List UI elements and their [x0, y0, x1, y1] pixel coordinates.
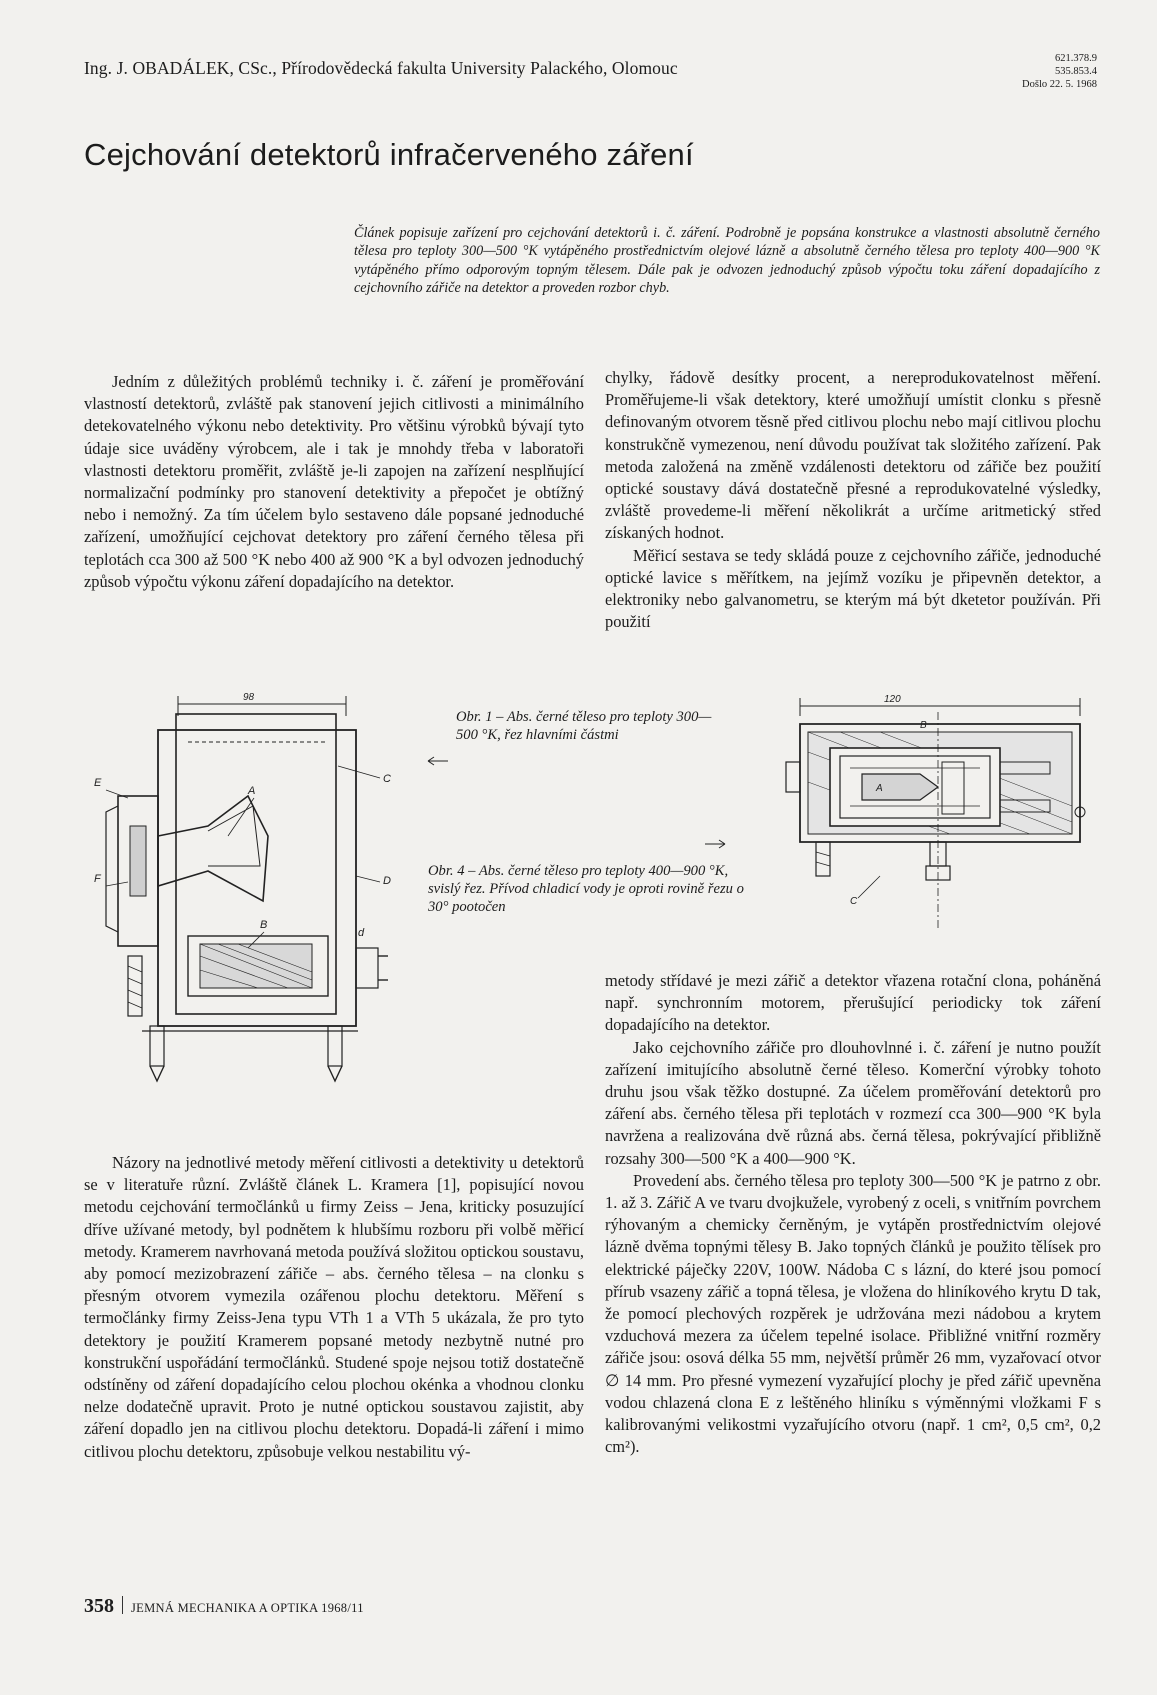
journal-name: JEMNÁ MECHANIKA A OPTIKA 1968/11	[131, 1601, 364, 1615]
label-b: B	[260, 919, 268, 931]
label-a: A	[876, 783, 883, 794]
abstract: Článek popisuje zařízení pro cejchování detektorů i. č. záření. Podrobně je popsána konstrukce a vlastnosti absolutně černého tělesa pro teploty 300—500 °K vytápěného prostřednictvím olejové lázně a absolutně černého tělesa pro teploty 400—900 °K vytápěného přímo odporovým topným tělesem. Dále pak je odvozen jednoduchý způsob výpočtu toku záření dopadajícího z cejchovního zářiče na detektor a proveden rozbor chyb.	[354, 225, 1100, 296]
footer-separator	[122, 1596, 123, 1614]
paragraph: Měřicí sestava se tedy skládá pouze z cejchovního zářiče, jednoduché optické lavice s měřítkem, na jejímž vozíku je připevněn detektor, a elektroniky nebo galvanometru, se kterým má být dketetor používán. Při použití	[605, 545, 1101, 632]
label-c: C	[383, 773, 391, 785]
received-date: Došlo 22. 5. 1968	[1022, 79, 1097, 90]
label-e: E	[94, 777, 102, 789]
label-d: D	[383, 875, 391, 887]
author-affiliation: Ing. J. OBADÁLEK, CSc., Přírodovědecká fakulta University Palackého, Olomouc	[84, 58, 678, 78]
figure-1-caption: Obr. 1 – Abs. černé těleso pro teploty 300—500 °K, řez hlavními částmi	[456, 709, 712, 743]
classification-code-1: 621.378.9	[1055, 53, 1097, 64]
page-footer	[84, 1595, 364, 1618]
paragraph: Jako cejchovního zářiče pro dlouhovlnné i. č. záření je nutno použít zařízení imitujícího absolutně černé těleso. Komerční výrobky tohoto druhu jsou však těžko dostupné. Za účelem proměřování detektorů pro záření abs. černého tělesa při teplotách v rozmezí cca 300—900 °K byla navržena a realizována dvě různá abs. černá tělesa, pokrývající přibližně rozsahy 300—500 °K a 400—900 °K.	[605, 1037, 1101, 1168]
paragraph: metody střídavé je mezi zářič a detektor vřazena rotační clona, poháněná např. synchronním motorem, přerušující periodicky tok záření dopadajícího na detektor.	[605, 971, 1101, 1035]
paragraph: chylky, řádově desítky procent, a nereprodukovatelnost měření. Proměřujeme-li však detektory, které umožňují umístit clonku s přesně definovaným otvorem těsně před citlivou plochu nebo mají citlivou plochu konstrukčně vymezenou, není důvodu používat tak složitého zařízení. Pak metoda založená na změně vzdálenosti detektoru od zářiče bez použití optické soustavy dává dostatečně přesné a reprodukovatelné výsledky, zvláště provedeme-li měření několikrát a určíme aritmetický střed získaných hodnot.	[605, 368, 1101, 543]
figure-4-drawing	[780, 692, 1110, 932]
paragraph: Názory na jednotlivé metody měření citlivosti a detektivity u detektorů se v literatuře různí. Zvláště článek L. Kramera [1], popisující novou metodu cejchování termočlánků u firmy Zeiss – Jena, kriticky posuzující dříve užívané metody, byl podnětem k hlubšímu rozboru při volbě měřicí metody. Kramerem navrhovaná metoda používá složitou optickou soustavu, aby pomocí mezizobrazení zářiče – abs. černého tělesa – na clonku s přesným otvorem vymezila ozářenou plochu detektoru. Měření s termočlánky firmy Zeiss-Jena typu VTh 1 a VTh 5 ukázala, že pro tyto detektory je použití Kramerem popsané metody nezbytně nutné pro konstrukční uspořádání termočlánků. Studené spoje nejsou totiž dostatečně odstíněny od záření dopadajícího celou plochou okénka a vhodnou clonku nelze dodatečně upravit. Proto je nutné optickou soustavou zajistit, aby záření dopadlo jen na citlivou plochu detektoru. Dopadá-li záření i mimo citlivou plochu detektoru, způsobuje velkou nestabilitu vý-	[84, 1153, 584, 1461]
dimension-label: 98	[243, 692, 255, 703]
figure-4-caption: Obr. 4 – Abs. černé těleso pro teploty 400—900 °K, svislý řez. Přívod chladicí vody je oproti rovině řezu o 30° pootočen	[428, 863, 744, 915]
dimension-label: 120	[884, 694, 901, 705]
label-d-small: d	[358, 927, 365, 939]
arrow-left-icon	[426, 755, 450, 767]
page-number: 358	[84, 1595, 114, 1617]
label-b: B	[920, 720, 927, 731]
paragraph: Provedení abs. černého tělesa pro teploty 300—500 °K je patrno z obr. 1. až 3. Zářič A ve tvaru dvojkužele, vyrobený z oceli, s vnitřním povrchem rýhovaným a chemicky černěným, je vytápěn prostřednictvím olejové lázně dvěma topnými tělesy B. Jako topných článků je použito tělísek pro elektrické páječky 220V, 100W. Nádoba C s lázní, do které jsou pomocí přírub vsazeny zářič a topná tělesa, je vložena do hliníkového krytu D tak, že pomocí plechových rozpěrek je udržována mezi nádobou a krytem vzduchová mezera za účelem tepelné isolace. Přibližné vnitřní rozměry zářiče jsou: osová délka 55 mm, největší průměr 26 mm, vyzařovací otvor ∅ 14 mm. Pro přesné vymezení vyzařující plochy je před zářič upevněna vodou chlazená clona E z leštěného hliníku s výměnnými vložkami F s kalibrovanými velikostmi vyzařujícího otvoru (např. 1 cm², 0,5 cm², 0,2 cm²).	[605, 1170, 1101, 1457]
article-title: Cejchování detektorů infračerveného záření	[84, 137, 694, 172]
classification-code-2: 535.853.4	[1055, 66, 1097, 77]
paragraph: Jedním z důležitých problémů techniky i. č. záření je proměřování vlastností detektorů, zvláště pak stanovení jejich citlivosti a minimálního detekovatelného výkonu nebo detektivity. Pro většinu výrobků bývají tyto údaje sice uváděny výrobcem, ale i tak je mnohdy třeba v laboratoři vlastnosti detektoru proměřit, zvláště je-li zapojen na zařízení nesplňující normalizační podmínky pro stanovení detektivity a přepočet je obtížný nebo i nemožný. Za tím účelem bylo sestaveno dále popsané jednoduché zařízení, umožňující cejchovat detektory pro záření černého tělesa při teplotách cca 300 až 500 °K nebo 400 až 900 °K a byl odvozen jednoduchý způsob výpočtu výkonu záření dopadajícího na detektor.	[84, 372, 584, 591]
label-f: F	[94, 873, 101, 885]
label-c: C	[850, 896, 858, 907]
body-right-top	[605, 367, 1101, 633]
label-a: A	[248, 785, 256, 797]
body-right-bottom	[605, 970, 1101, 1458]
body-left-top	[84, 371, 584, 593]
classification-block	[1022, 52, 1097, 91]
arrow-right-icon	[703, 838, 727, 850]
figure-1-drawing	[88, 686, 458, 1096]
body-left-bottom	[84, 1152, 584, 1463]
